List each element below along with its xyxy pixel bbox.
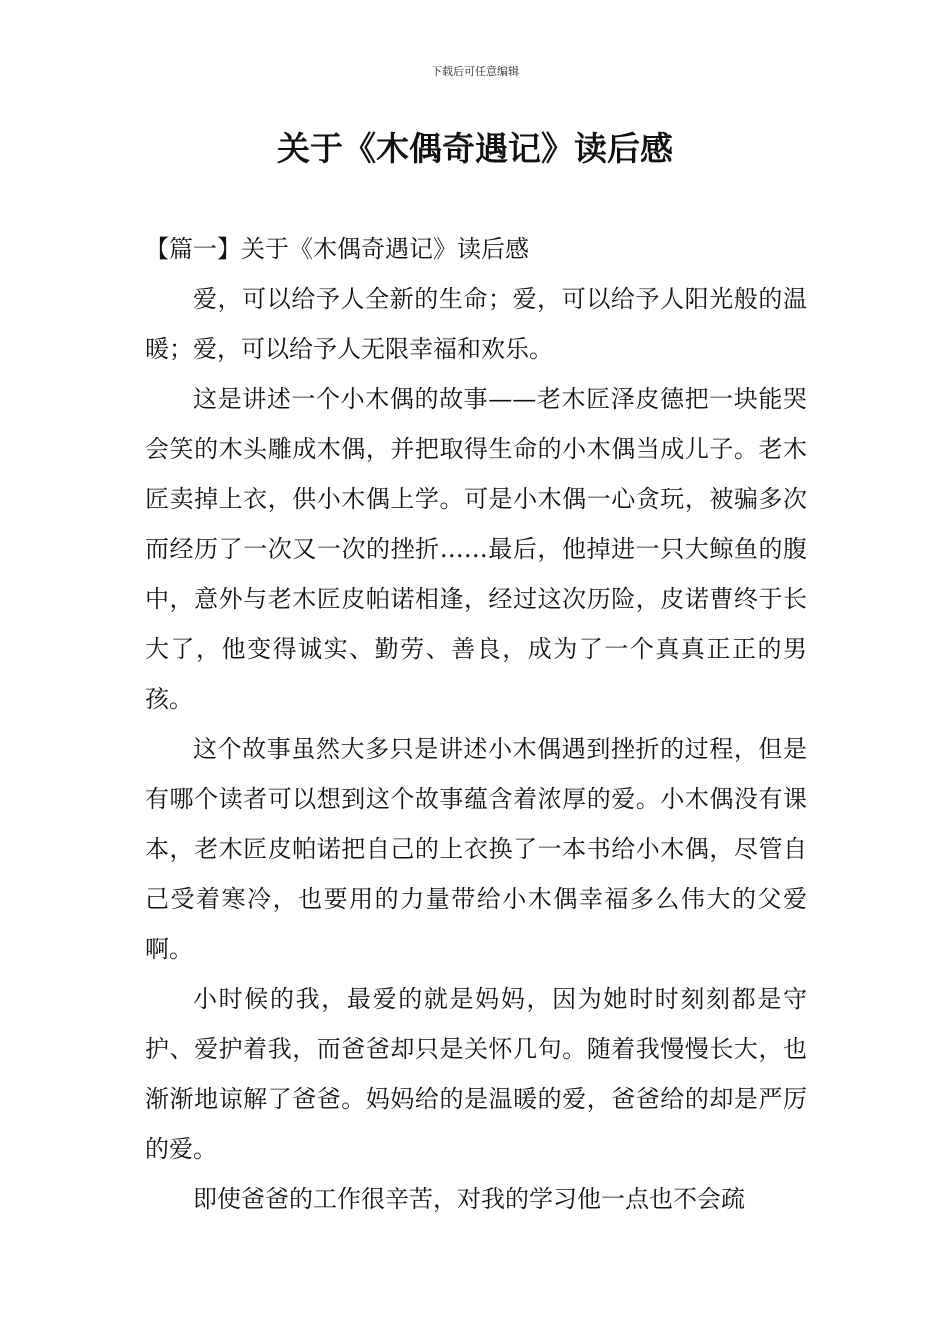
document-title: 关于《木偶奇遇记》读后感: [277, 129, 673, 168]
paragraph: 小时候的我，最爱的就是妈妈，因为她时时刻刻都是守护、爱护着我，而爸爸却只是关怀几句。随着我慢慢长大，也渐渐地谅解了爸爸。妈妈给的是温暖的爱，爸爸给的却是严厉的爱。: [145, 985, 807, 1163]
paragraph: 爱，可以给予人全新的生命；爱，可以给予人阳光般的温暖；爱，可以给予人无限幸福和欢乐。: [145, 285, 807, 363]
document-body: [145, 224, 807, 1224]
paragraph: 这个故事虽然大多只是讲述小木偶遇到挫折的过程，但是有哪个读者可以想到这个故事蕴含着浓厚的爱。小木偶没有课本，老木匠皮帕诺把自己的上衣换了一本书给小木偶，尽管自己受着寒冷，也要用的力量带给小木偶幸福多么伟大的父爱啊。: [145, 735, 807, 963]
header-note: 下载后可任意编辑: [431, 65, 519, 78]
paragraph: 即使爸爸的工作很辛苦，对我的学习他一点也不会疏: [193, 1185, 745, 1213]
section-heading: 【篇一】关于《木偶奇遇记》读后感: [145, 235, 529, 263]
paragraph: 这是讲述一个小木偶的故事——老木匠泽皮德把一块能哭会笑的木头雕成木偶，并把取得生命的小木偶当成儿子。老木匠卖掉上衣，供小木偶上学。可是小木偶一心贪玩，被骗多次而经历了一次又一次的挫折……最后，他掉进一只大鲸鱼的腹中，意外与老木匠皮帕诺相逢，经过这次历险，皮诺曹终于长大了，他变得诚实、勤劳、善良，成为了一个真真正正的男孩。: [145, 385, 807, 713]
